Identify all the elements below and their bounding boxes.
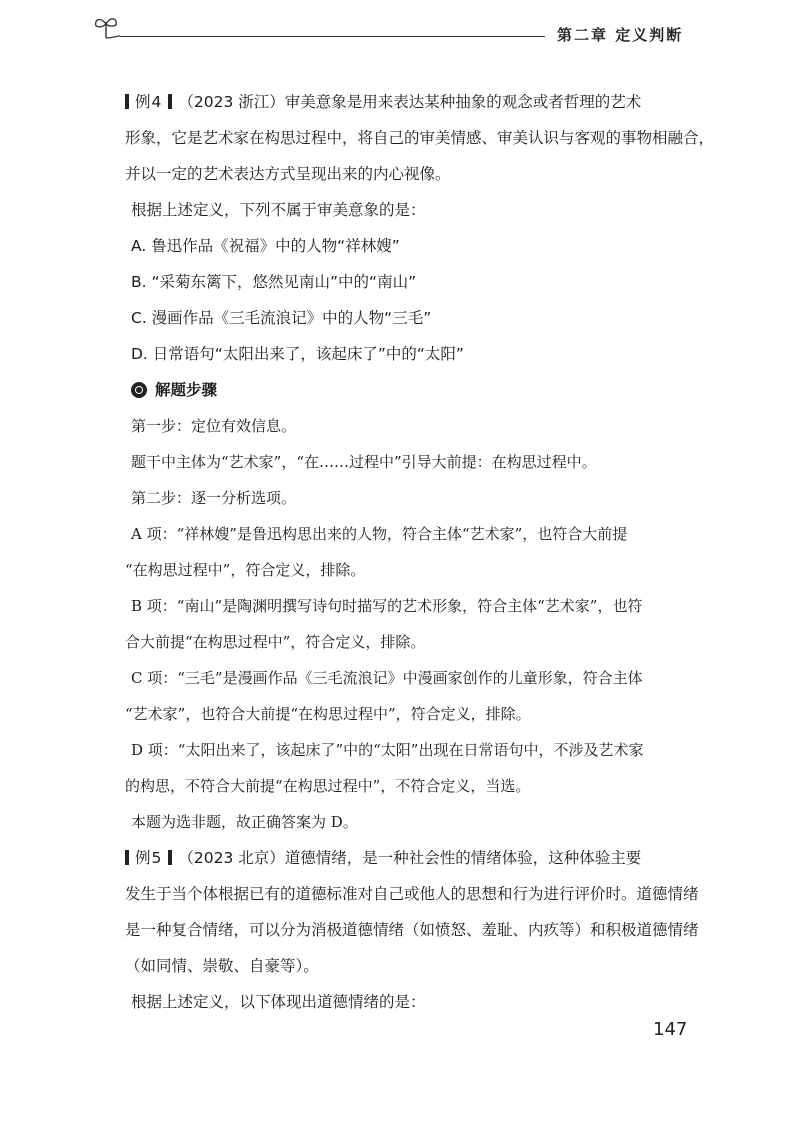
example-5-definition-line: 发生于当个体根据已有的道德标准对自己或他人的思想和行为进行评价时。道德情绪: [125, 885, 699, 903]
example-5-definition-line: 是一种复合情绪，可以分为消极道德情绪（如愤怒、羞耻、内疚等）和积极道德情绪: [125, 921, 699, 939]
example-marker-icon: [168, 94, 172, 109]
example-5-label: 例5: [135, 849, 163, 867]
example-marker-icon: [125, 850, 129, 865]
example-4-definition-line: 并以一定的艺术表达方式呈现出来的内心视像。: [125, 165, 451, 183]
solution-line: “艺术家”，也符合大前提“在构思过程中”，符合定义，排除。: [125, 705, 531, 723]
chapter-title: 第二章 定义判断: [557, 26, 684, 44]
solution-heading-text: 解题步骤: [155, 381, 218, 399]
example-5-question: 根据上述定义，以下体现出道德情绪的是：: [131, 993, 426, 1011]
solution-heading: [125, 372, 710, 408]
solution-line: 的构思，不符合大前提“在构思过程中”，不符合定义，当选。: [125, 777, 531, 795]
example-5-definition-line: （如同情、崇敬、自豪等）。: [125, 957, 319, 975]
sprout-icon: [92, 14, 122, 40]
example-4-definition-line: 审美意象是用来表达某种抽象的观念或者哲理的艺术: [284, 93, 642, 111]
example-5-first-line: [125, 840, 710, 876]
example-5-source: （2023 北京）: [178, 849, 285, 867]
example-marker-icon: [125, 94, 129, 109]
example-4-question: 根据上述定义，下列不属于审美意象的是：: [131, 201, 426, 219]
page-body: [125, 84, 715, 1020]
example-marker-icon: [168, 850, 172, 865]
example-4-definition-line: 形象，它是艺术家在构思过程中，将自己的审美情感、审美认识与客观的事物相融合，: [125, 129, 715, 147]
example-5-definition-line: 道德情绪，是一种社会性的情绪体验，这种体验主要: [284, 849, 642, 867]
answer-line: 本题为选非题，故正确答案为 D。: [131, 813, 358, 831]
solution-line: 合大前提“在构思过程中”，符合定义，排除。: [125, 633, 426, 651]
solution-line: 第一步：定位有效信息。: [131, 417, 297, 435]
solution-line: “在构思过程中”，符合定义，排除。: [125, 561, 366, 579]
solution-line: B 项：“南山”是陶渊明撰写诗句时描写的艺术形象，符合主体“艺术家”，也符: [131, 597, 643, 615]
solution-line: D 项：“太阳出来了，该起床了”中的“太阳”出现在日常语句中，不涉及艺术家: [131, 741, 644, 759]
example-4-label: 例4: [135, 93, 163, 111]
option-b: B. “采菊东篱下，悠然见南山”中的“南山”: [131, 273, 417, 291]
solution-line: 题干中主体为“艺术家”，“在……过程中”引导大前提：在构思过程中。: [131, 453, 597, 471]
example-4-source: （2023 浙江）: [178, 93, 285, 111]
page-header: [0, 0, 800, 60]
solution-line: A 项：“祥林嫂”是鲁迅构思出来的人物，符合主体“艺术家”，也符合大前提: [131, 525, 628, 543]
example-4-first-line: [125, 84, 710, 120]
solution-line: C 项：“三毛”是漫画作品《三毛流浪记》中漫画家创作的儿童形象，符合主体: [131, 669, 643, 687]
option-d: D. 日常语句“太阳出来了，该起床了”中的“太阳”: [131, 345, 464, 363]
option-c: C. 漫画作品《三毛流浪记》中的人物“三毛”: [131, 309, 432, 327]
option-a: A. 鲁迅作品《祝福》中的人物“祥林嫂”: [131, 237, 400, 255]
header-rule: [120, 36, 545, 37]
solution-line: 第二步：逐一分析选项。: [131, 489, 297, 507]
solution-badge-icon: [131, 382, 147, 398]
page-number: 147: [653, 1019, 688, 1040]
